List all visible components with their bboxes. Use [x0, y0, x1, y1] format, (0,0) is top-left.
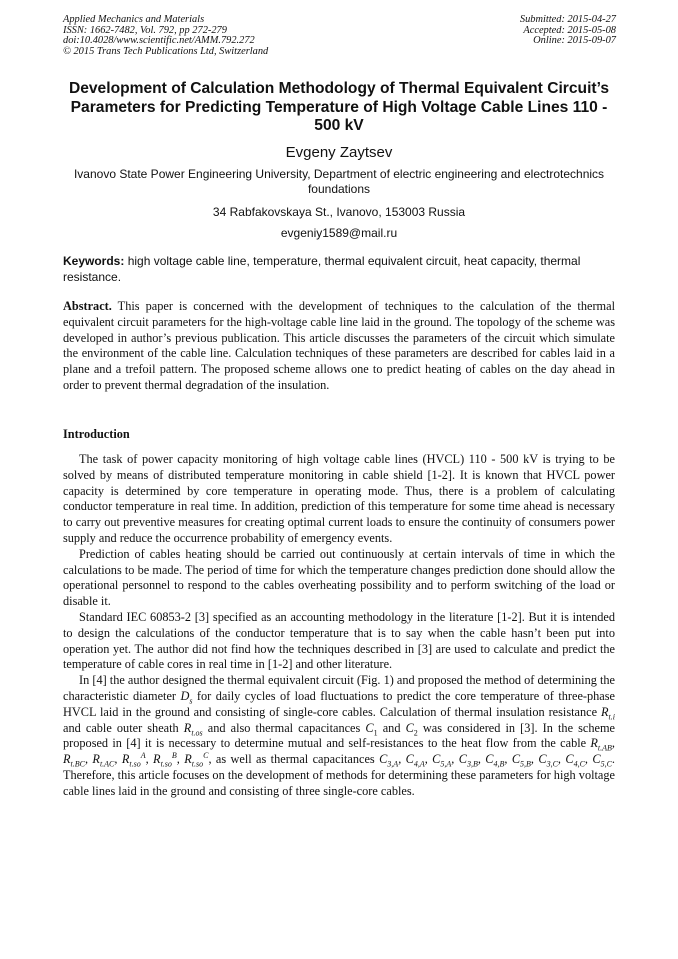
email-link[interactable]: evgeniy1589@mail.ru [280, 226, 398, 240]
submission-dates [520, 15, 616, 47]
journal-doi: doi:10.4028/www.scientific.net/AMM.792.272 [63, 35, 255, 47]
keywords-text: high voltage cable line, temperature, thermal equivalent circuit, heat capacity, thermal resistance. [63, 254, 581, 284]
keywords-label: Keywords: [63, 254, 125, 268]
paragraph-2: Prediction of cables heating should be carried out continuously at certain intervals of time in which the calculations to be made. The period of time for which the temperature changes prediction done should allow the operational personnel to respond to the cables overheating possibility and to perform switching of the load or disable it. [63, 546, 615, 609]
journal-name: Applied Mechanics and Materials [63, 14, 205, 25]
paper-title: Development of Calculation Methodology of Thermal Equivalent Circuit’s Parameters for Predicting Temperature of High Voltage Cable Lines 110 - 500 kV [68, 80, 610, 135]
affiliation: Ivanovo State Power Engineering University, Department of electric engineering and electrotechnics foundations [73, 167, 605, 197]
keywords [63, 254, 615, 285]
author-name: Evgeny Zaytsev [285, 144, 393, 161]
journal-issn: ISSN: 1662-7482, Vol. 792, pp 272-279 [63, 24, 227, 36]
abstract [63, 299, 615, 394]
abstract-text: This paper is concerned with the development of techniques to the calculation of the thermal equivalent circuit parameters for the high-voltage cable line laid in the ground. The topology of the scheme was developed in author’s previous publication. This article discusses the parameters of the circuit which simulate the environment of the cable line. Calculation techniques of these parameters are described for cables laid in a plane and a trefoil pattern. The proposed scheme allows one to predict heating of cables on the day ahead in order to prevent thermal degradation of the insulation. [63, 299, 615, 392]
journal-info [63, 15, 268, 57]
introduction-body [63, 452, 615, 800]
accepted-date: Accepted: 2015-05-08 [523, 24, 616, 36]
abstract-label: Abstract. [63, 299, 112, 313]
online-date: Online: 2015-09-07 [533, 35, 616, 47]
journal-copyright: © 2015 Trans Tech Publications Ltd, Switzerland [63, 45, 269, 57]
paragraph-1: The task of power capacity monitoring of high voltage cable lines (HVCL) 110 - 500 kV is trying to be solved by means of distributed temperature monitoring in cable shield [1-2]. It is known that HVCL power capacity is determined by core temperature in operating mode. Thus, there is a problem of calculating conductor temperature in real time. In addition, prediction of this temperature for some time ahead is necessary to carry out preventive measures for creating optimal current loads to ensure the continuity of consumers power supply and reduce the occurrence probability of emergency events. [63, 452, 615, 545]
paragraph-4: In [4] the author designed the thermal equivalent circuit (Fig. 1) and proposed the method of determining the characteristic diameter $D_s$ for daily cycles of load fluctuations to predict the core temperature of three-phase HVCL laid in the ground and consisting of single-core cables. Calculation of thermal insulation resistance $R_{t.i}$ and cable outer sheath $R_{t.os}$ and also thermal capacitances $C_1$ and $C_2$ was considered in [3]. In the scheme proposed in [4] it is necessary to determine mutual and self-resistances to the heat flow from the cable $R_{t.AB}$, $R_{t.BC}$, $R_{t.AC}$, $R_{t.so}^A$, $R_{t.so}^B$, $R_{t.so}^C$, as well as thermal capacitances $C_{3,A}$, $C_{4,A}$, $C_{5,A}$, $C_{3,B}$, $C_{4,B}$, $C_{5,B}$, $C_{3,C}$, $C_{4,C}$, $C_{5,C}$. Therefore, this article focuses on the development of methods for determining these parameters for high voltage cable lines laid in the ground and consisting of three single-core cables. [63, 673, 616, 798]
section-heading-introduction: Introduction [63, 427, 130, 441]
paragraph-3: Standard IEC 60853-2 [3] specified as an accounting methodology in the literature [1-2]. But it is intended to design the calculations of the conductor temperature that is to say when the cable hasn’t been put into operation yet. The author did not find how the techniques described in [3] are used to calculate and predict the temperature of cable cores in real time in [1-2] and other literature. [63, 609, 615, 672]
submitted-date: Submitted: 2015-04-27 [519, 14, 616, 25]
address: 34 Rabfakovskaya St., Ivanovo, 153003 Russia [212, 205, 466, 219]
